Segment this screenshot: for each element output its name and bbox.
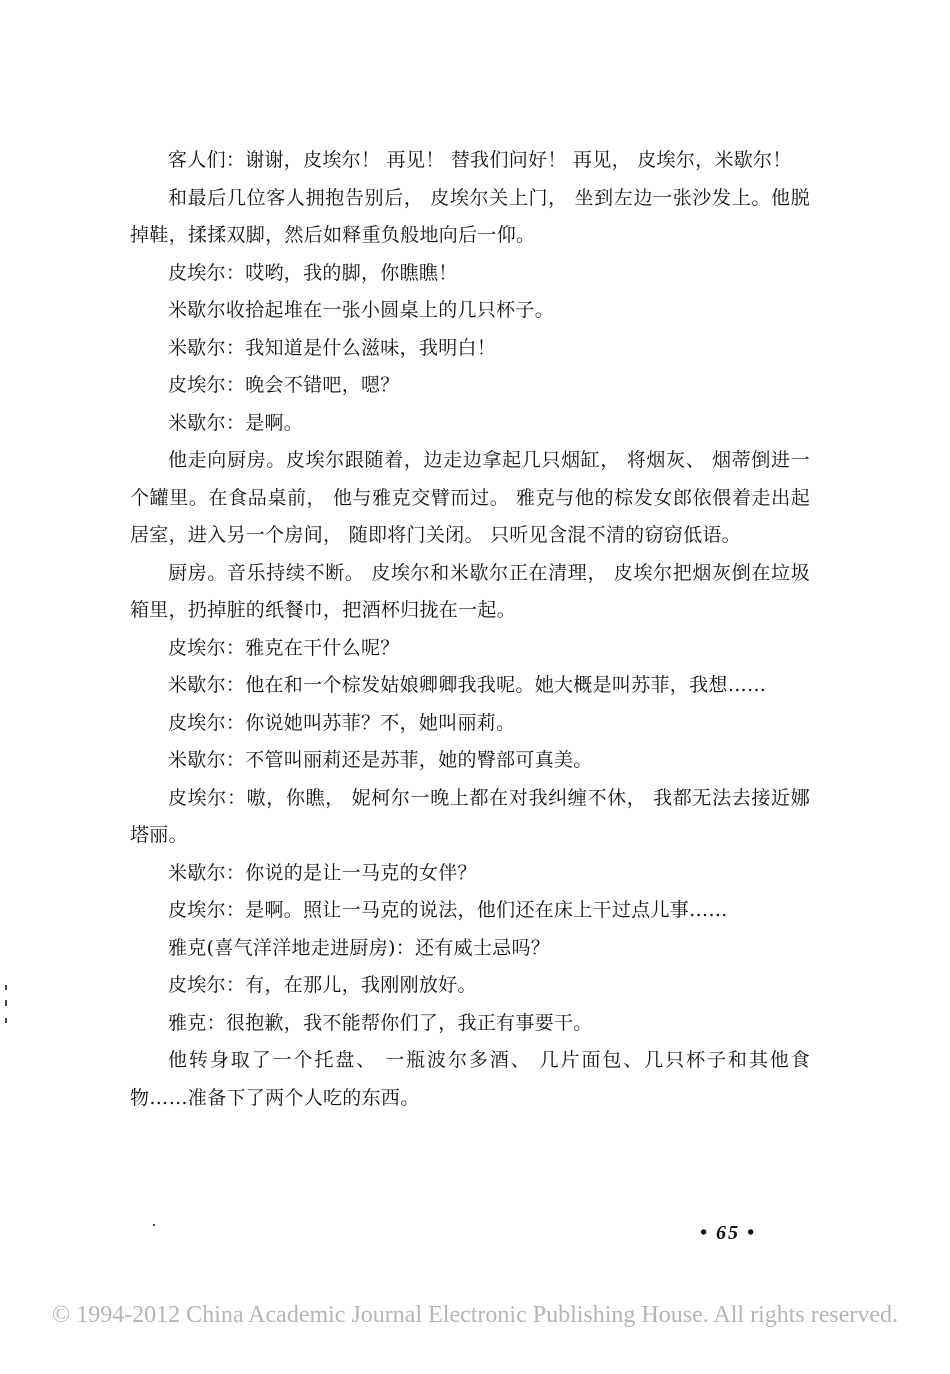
paragraph-michel-lily-sophie: 米歇尔：不管叫丽莉还是苏菲，她的臀部可真美。 xyxy=(168,749,593,771)
paragraph-michel-sophie: 米歇尔：他在和一个棕发姑娘卿卿我我呢。她大概是叫苏菲，我想…… xyxy=(168,674,767,696)
paragraph-pierre-party: 皮埃尔：晚会不错吧，嗯？ xyxy=(168,374,400,396)
paragraph-pierre-lily: 皮埃尔：你说她叫苏菲？不，她叫丽莉。 xyxy=(168,711,516,734)
paragraph-jacques-whisky: 雅克(喜气洋洋地走进厨房)：还有威士忌吗？ xyxy=(168,936,551,959)
margin-speck xyxy=(153,1224,155,1226)
body-text xyxy=(130,142,810,1117)
margin-speck xyxy=(5,985,7,990)
paragraph-jacques-sorry: 雅克：很抱歉，我不能帮你们了，我正有事要干。 xyxy=(168,1011,593,1034)
margin-speck xyxy=(5,1000,7,1006)
paragraph-michel-understand: 米歇尔：我知道是什么滋味，我明白！ xyxy=(168,336,497,359)
paragraph-pierre-nicole: 皮埃尔：嗷，你瞧， 妮柯尔一晚上都在对我纠缠不休， 我都无法去接近娜塔丽。 xyxy=(130,786,810,846)
margin-speck xyxy=(5,1018,7,1023)
paragraph-michel-yes: 米歇尔：是啊。 xyxy=(168,411,304,434)
paragraph-pierre-jacques: 皮埃尔：雅克在干什么呢？ xyxy=(168,636,400,659)
paragraph-pierre-there: 皮埃尔：有，在那儿，我刚刚放好。 xyxy=(168,974,477,996)
paragraph-pierre-sits: 和最后几位客人拥抱告别后， 皮埃尔关上门， 坐到左边一张沙发上。他脱掉鞋，揉揉双脚，然后如释重负般地向后一仰。 xyxy=(130,186,810,246)
paragraph-kitchen-cleanup: 厨房。音乐持续不断。 皮埃尔和米歇尔正在清理， 皮埃尔把烟灰倒在垃圾箱里，扔掉脏的纸餐巾，把酒杯归拢在一起。 xyxy=(130,561,810,621)
paragraph-pierre-bed: 皮埃尔：是啊。照让一马克的说法，他们还在床上干过点儿事…… xyxy=(168,899,728,921)
paragraph-tray: 他转身取了一个托盘、 一瓶波尔多酒、 几片面包、几只杯子和其他食物……准备下了两个人吃的东西。 xyxy=(130,1049,810,1109)
paragraph-michel-partner: 米歇尔：你说的是让一马克的女伴？ xyxy=(168,861,477,884)
paragraph-kitchen-walk: 他走向厨房。皮埃尔跟随着，边走边拿起几只烟缸， 将烟灰、 烟蒂倒进一个罐里。在食品桌前， 他与雅克交臂而过。 雅克与他的棕发女郎依偎着走出起居室，进入另一个房间， 随即将门关闭。 只听见含混不清的窃窃低语。 xyxy=(130,449,810,546)
copyright-watermark: © 1994-2012 China Academic Journal Electronic Publishing House. All rights reserved. xyxy=(51,1302,899,1328)
paragraph-guests-farewell: 客人们：谢谢，皮埃尔！ 再见！ 替我们问好！ 再见， 皮埃尔，米歇尔！ xyxy=(168,149,792,171)
page-number: • 65 • xyxy=(700,1222,757,1244)
paragraph-pierre-feet: 皮埃尔：哎哟，我的脚，你瞧瞧！ xyxy=(168,261,458,284)
paragraph-michel-cups: 米歇尔收拾起堆在一张小圆桌上的几只杯子。 xyxy=(168,299,555,321)
